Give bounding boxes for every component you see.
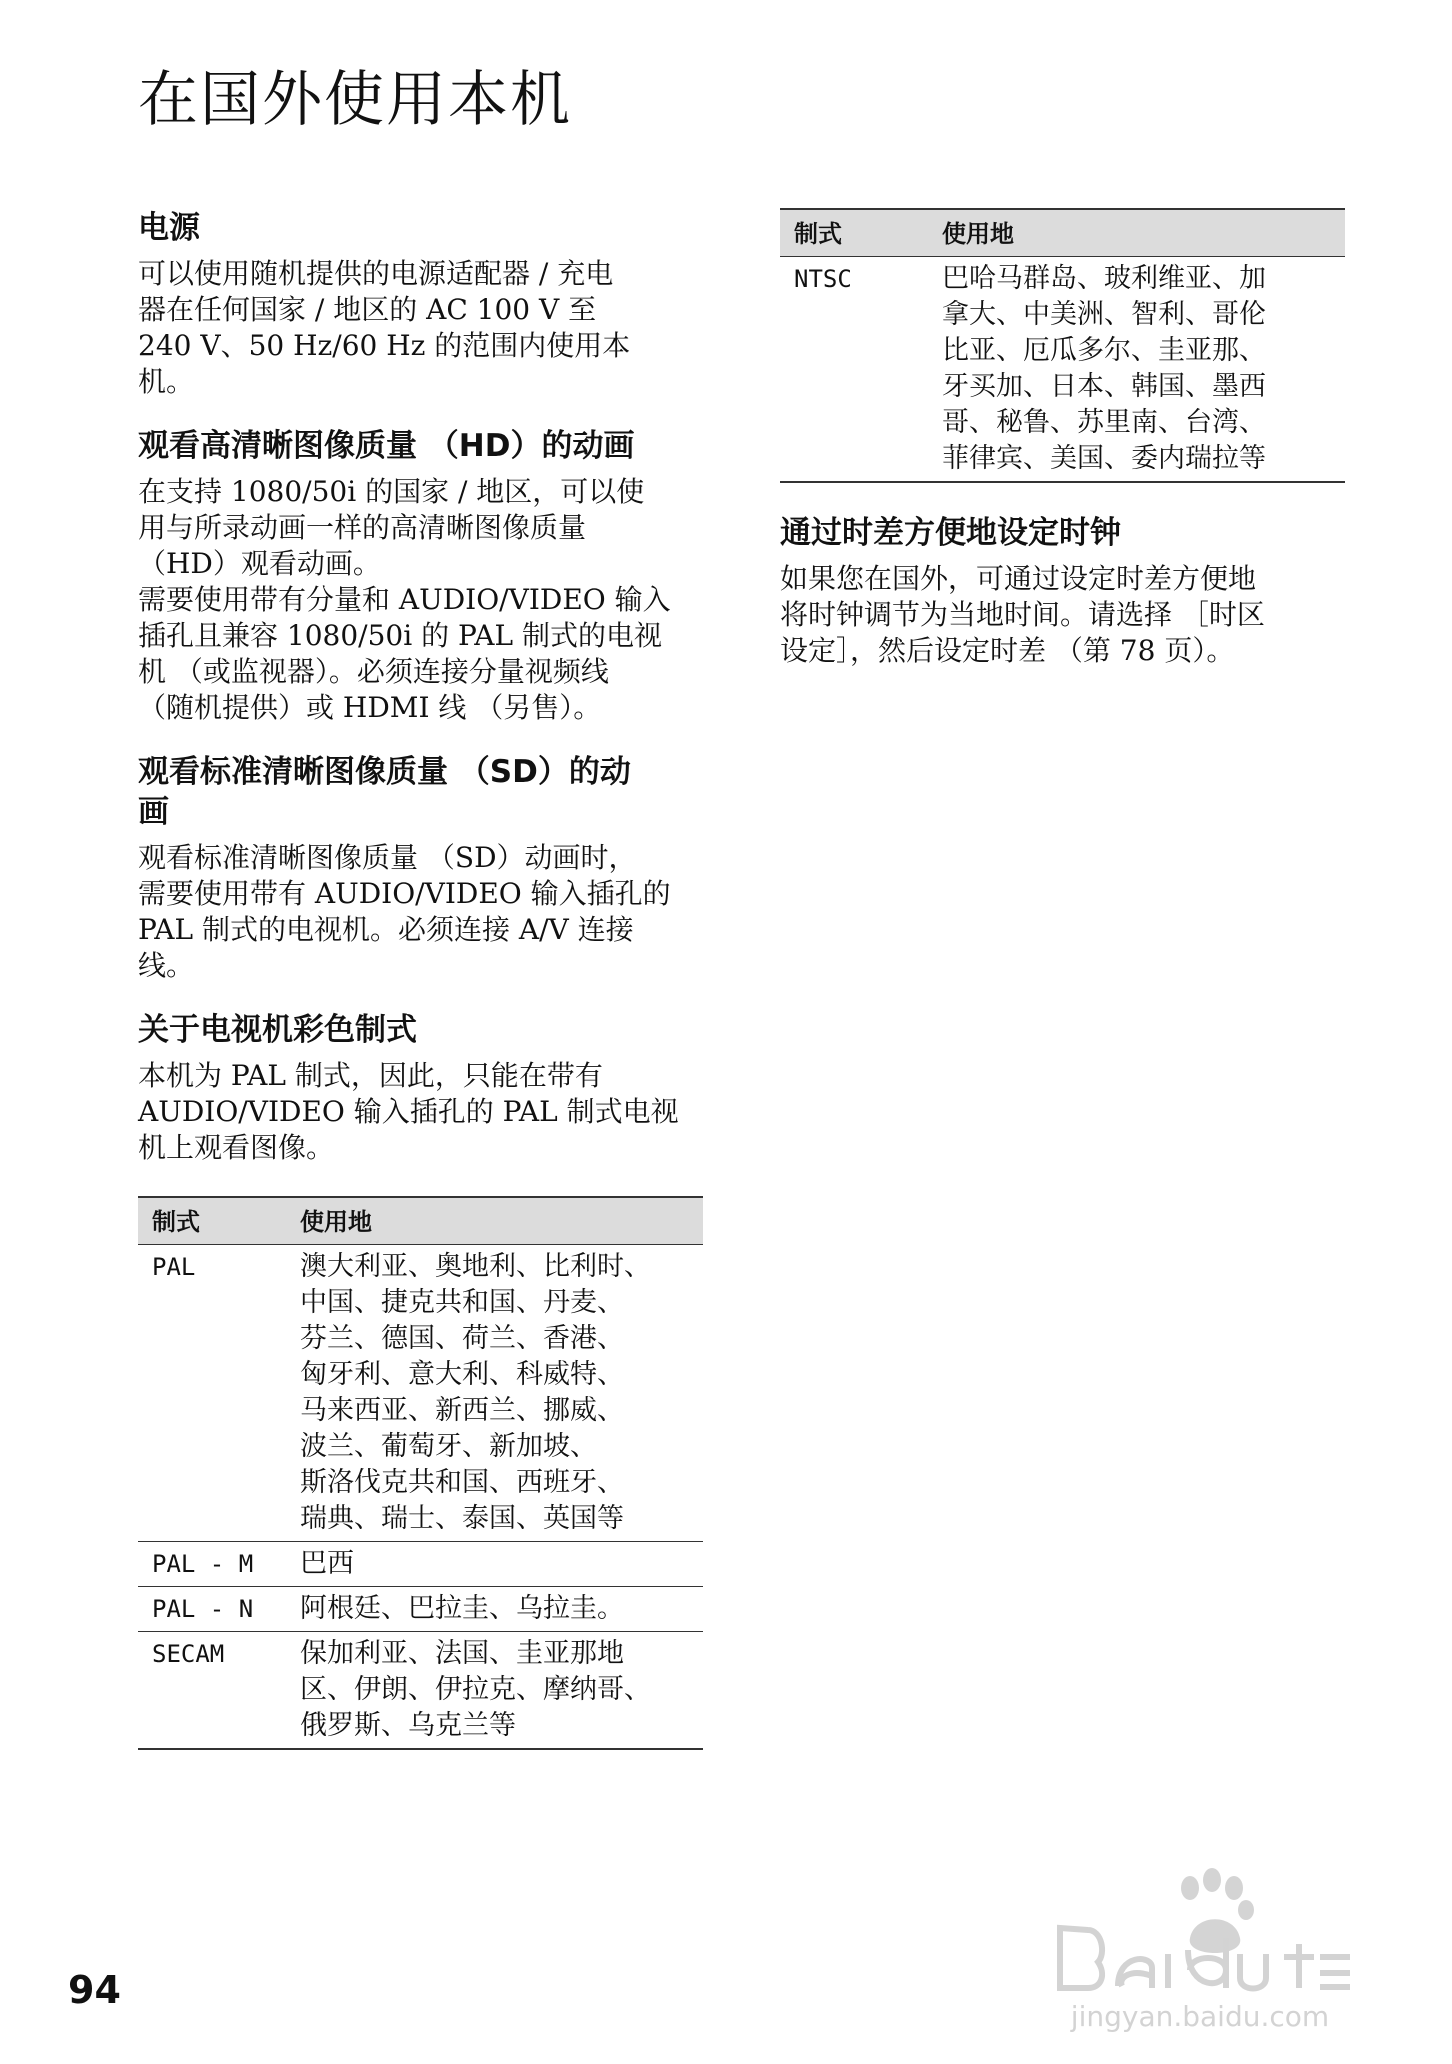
power-heading: 电源 [138, 210, 200, 246]
places-cell: 巴西 [286, 1542, 703, 1587]
header-system: 制式 [138, 1197, 286, 1245]
hd-text: 在支持 1080/50i 的国家 / 地区，可以使 用与所录动画一样的高清晰图像质量 （HD）观看动画。 需要使用带有分量和 AUDIO/VIDEO 输入 插孔且兼容 1080/50i 的 PAL 制式的电视 机 （或监视器）。必须连接分量视频线 （随机提供）或 HDMI 线 （另售）。 [138, 475, 671, 724]
sd-text: 观看标准清晰图像质量 （SD）动画时， 需要使用带有 AUDIO/VIDEO 输入插孔的 PAL 制式的电视机。必须连接 A/V 连接 线。 [138, 841, 671, 982]
places-cell: 巴哈马群岛、玻利维亚、加 拿大、中美洲、智利、哥伦 比亚、厄瓜多尔、圭亚那、 牙买加、日本、韩国、墨西 哥、秘鲁、苏里南、台湾、 菲律宾、美国、委内瑞拉等 [928, 257, 1345, 483]
table-row [138, 1542, 703, 1587]
places-cell: 澳大利亚、奥地利、比利时、 中国、捷克共和国、丹麦、 芬兰、德国、荷兰、香港、 匈牙利、意大利、科威特、 马来西亚、新西兰、挪威、 波兰、葡萄牙、新加坡、 斯洛伐克共和国、西班牙、 瑞典、瑞士、泰国、英国等 [286, 1245, 703, 1542]
page-title: 在国外使用本机 [138, 65, 572, 135]
table-header-row [138, 1197, 703, 1245]
page-number: 94 [68, 1968, 121, 2012]
color-system-table [138, 1196, 703, 1750]
header-places: 使用地 [928, 209, 1345, 257]
sd-heading: 观看标准清晰图像质量 （SD）的动 画 [138, 754, 631, 830]
ntsc-table [780, 208, 1345, 483]
color-system-heading: 关于电视机彩色制式 [138, 1012, 417, 1048]
hd-heading: 观看高清晰图像质量 （HD）的动画 [138, 428, 635, 464]
system-cell: PAL [138, 1245, 286, 1542]
table-row [138, 1632, 703, 1750]
system-cell: NTSC [780, 257, 928, 483]
power-text: 可以使用随机提供的电源适配器 / 充电 器在任何国家 / 地区的 AC 100 V 至 240 V、50 Hz/60 Hz 的范围内使用本 机。 [138, 257, 631, 398]
table-row [780, 257, 1345, 483]
clock-heading: 通过时差方便地设定时钟 [780, 515, 1121, 551]
system-cell: PAL - N [138, 1587, 286, 1632]
clock-text: 如果您在国外，可通过设定时差方便地 将时钟调节为当地时间。请选择 ［时区 设定］，然后设定时差 （第 78 页）。 [780, 562, 1265, 667]
system-cell: SECAM [138, 1632, 286, 1750]
right-column [780, 208, 1345, 695]
table-row [138, 1245, 703, 1542]
places-cell: 保加利亚、法国、圭亚那地 区、伊朗、伊拉克、摩纳哥、 俄罗斯、乌克兰等 [286, 1632, 703, 1750]
color-system-text: 本机为 PAL 制式，因此，只能在带有 AUDIO/VIDEO 输入插孔的 PAL 制式电视 机上观看图像。 [138, 1059, 679, 1164]
header-system: 制式 [780, 209, 928, 257]
system-cell: PAL - M [138, 1542, 286, 1587]
table-row [138, 1587, 703, 1632]
header-places: 使用地 [286, 1197, 703, 1245]
table-header-row [780, 209, 1345, 257]
baidu-paw-logo-icon [1040, 1858, 1360, 1998]
watermark-url: jingyan.baidu.com [1070, 2000, 1330, 2033]
baidu-watermark [1040, 1858, 1360, 2058]
places-cell: 阿根廷、巴拉圭、乌拉圭。 [286, 1587, 703, 1632]
left-column [138, 208, 703, 1750]
